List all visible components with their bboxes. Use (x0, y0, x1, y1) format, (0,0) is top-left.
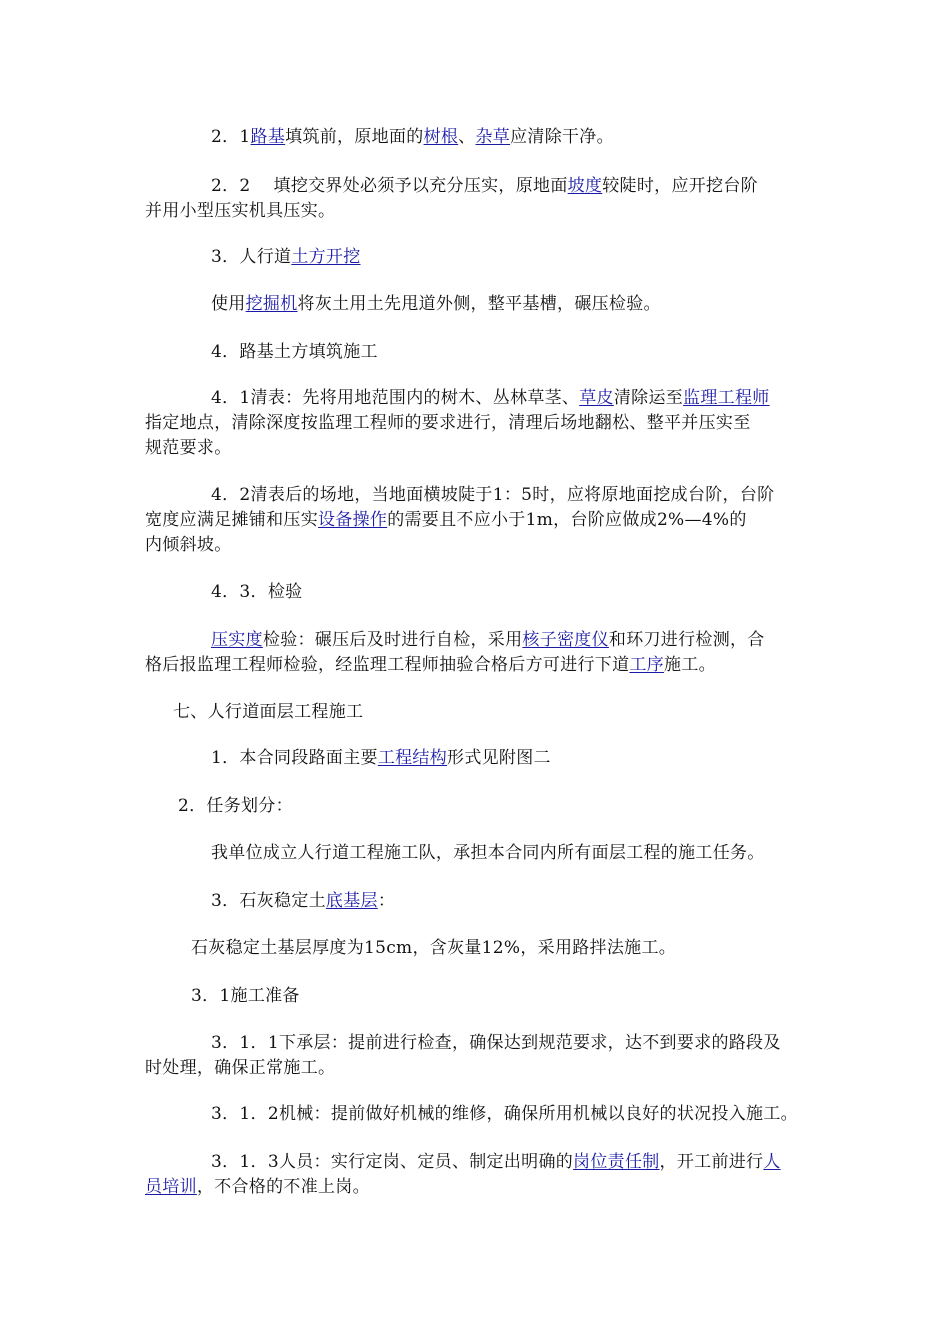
text-line (145, 483, 813, 508)
paragraph (145, 1031, 813, 1081)
paragraph (145, 340, 813, 365)
text-run: 格后报监理工程师检验，经监理工程师抽验合格后方可进行下道 (145, 655, 630, 675)
text-run: 较陡时，应开挖台阶 (602, 176, 758, 196)
text-run: 规范要求。 (145, 438, 232, 458)
paragraph (145, 580, 813, 605)
keyword-link[interactable]: 杂草 (475, 127, 511, 147)
text-run: 形式见附图二 (447, 748, 551, 768)
text-line (145, 700, 813, 725)
text-run: 宽度应满足摊铺和压实 (145, 510, 318, 530)
text-run: 2．2 填挖交界处必须予以充分压实，原地面 (211, 176, 568, 196)
paragraph (145, 1102, 813, 1127)
keyword-link[interactable]: 设备操作 (318, 510, 388, 530)
paragraph (145, 628, 813, 678)
text-run: 4．2清表后的场地，当地面横坡陡于1：5时，应将原地面挖成台阶，台阶 (211, 485, 775, 505)
text-run: 将灰土用土先甩道外侧，整平基槽，碾压检验。 (297, 294, 661, 314)
text-line (145, 794, 813, 819)
text-line (145, 245, 813, 270)
text-line (145, 628, 813, 653)
keyword-link[interactable]: 坡度 (567, 176, 603, 196)
text-line (145, 199, 813, 224)
paragraph (145, 174, 813, 224)
keyword-link[interactable]: 草皮 (579, 388, 614, 408)
text-line (145, 580, 813, 605)
paragraph (145, 889, 813, 914)
text-run: 2．任务划分： (178, 796, 293, 816)
text-line (145, 653, 813, 678)
text-run: 七、人行道面层工程施工 (173, 702, 364, 722)
text-line (145, 889, 813, 914)
paragraph (145, 984, 813, 1009)
text-line (145, 386, 813, 411)
keyword-link[interactable]: 核子密度仪 (522, 630, 609, 650)
text-run: 并用小型压实机具压实。 (145, 201, 336, 221)
text-run: ，开工前进行 (659, 1152, 764, 1172)
paragraph (145, 125, 813, 150)
text-run: 内倾斜坡。 (145, 535, 232, 555)
text-run: 1．本合同段路面主要 (211, 748, 378, 768)
keyword-link[interactable]: 路基 (250, 127, 286, 147)
paragraph (145, 386, 813, 461)
keyword-link[interactable]: 树根 (423, 127, 459, 147)
text-run: 2．1 (211, 127, 251, 147)
text-run: 4．路基土方填筑施工 (211, 342, 378, 362)
text-line (145, 841, 813, 866)
text-run: 的需要且不应小于1m，台阶应做成2%—4%的 (387, 510, 747, 530)
text-run: ，不合格的不准上岗。 (196, 1177, 370, 1197)
keyword-link[interactable]: 土方开挖 (291, 247, 361, 267)
paragraph (145, 700, 813, 725)
text-run: 填筑前，原地面的 (285, 127, 424, 147)
text-run: 3．1．1下承层：提前进行检查，确保达到规范要求，达不到要求的路段及 (211, 1033, 781, 1053)
keyword-link[interactable]: 工程结构 (377, 748, 448, 768)
text-run: 3．石灰稳定土 (211, 891, 326, 911)
text-line (145, 1150, 813, 1175)
text-line (145, 533, 813, 558)
text-run: 3．人行道 (211, 247, 292, 267)
text-line (145, 436, 813, 461)
text-run: 检验：碾压后及时进行自检，采用 (262, 630, 523, 650)
text-line (145, 1102, 813, 1127)
paragraph (145, 936, 813, 961)
text-run: 4．1清表：先将用地范围内的树木、丛林草茎、 (211, 388, 580, 408)
paragraph (145, 794, 813, 819)
keyword-link[interactable]: 压实度 (211, 630, 263, 650)
text-line (145, 125, 813, 150)
text-run: 和环刀进行检测，合 (608, 630, 765, 650)
text-run: 指定地点，清除深度按监理工程师的要求进行，清理后场地翻松、整平并压实至 (145, 413, 751, 433)
paragraph (145, 746, 813, 771)
paragraph (145, 841, 813, 866)
text-line (145, 174, 813, 199)
keyword-link[interactable]: 监理工程师 (683, 388, 770, 408)
text-line (145, 984, 813, 1009)
paragraph (145, 1150, 813, 1200)
text-run: 应清除干净。 (510, 127, 614, 147)
paragraph (145, 292, 813, 317)
text-run: 3．1．3人员：实行定岗、定员、制定出明确的 (211, 1152, 574, 1172)
text-run: 时处理，确保正常施工。 (145, 1058, 336, 1078)
keyword-link[interactable]: 底基层 (325, 891, 378, 911)
text-run: 石灰稳定土基层厚度为15cm，含灰量12%，采用路拌法施工。 (191, 938, 677, 958)
text-line (145, 1056, 813, 1081)
paragraph (145, 245, 813, 270)
text-line (145, 936, 813, 961)
text-run: 3．1施工准备 (191, 986, 300, 1006)
text-run: 4．3．检验 (211, 582, 303, 602)
text-line (145, 340, 813, 365)
text-line (145, 746, 813, 771)
text-line (145, 292, 813, 317)
text-line (145, 508, 813, 533)
keyword-link[interactable]: 工序 (629, 655, 665, 675)
keyword-link[interactable]: 挖掘机 (245, 294, 298, 314)
text-line (145, 1175, 813, 1200)
keyword-link[interactable]: 人 (763, 1152, 781, 1172)
text-line (145, 411, 813, 436)
text-run: 施工。 (664, 655, 716, 675)
paragraph (145, 483, 813, 558)
keyword-link[interactable]: 员培训 (145, 1177, 197, 1197)
text-run: 、 (458, 127, 476, 147)
text-run: 使用 (211, 294, 246, 314)
text-run: 我单位成立人行道工程施工队，承担本合同内所有面层工程的施工任务。 (211, 843, 765, 863)
text-run: ： (377, 891, 396, 911)
keyword-link[interactable]: 岗位责任制 (573, 1152, 660, 1172)
text-run: 3．1．2机械：提前做好机械的维修，确保所用机械以良好的状况投入施工。 (211, 1104, 798, 1124)
text-run: 清除运至 (613, 388, 684, 408)
text-line (145, 1031, 813, 1056)
